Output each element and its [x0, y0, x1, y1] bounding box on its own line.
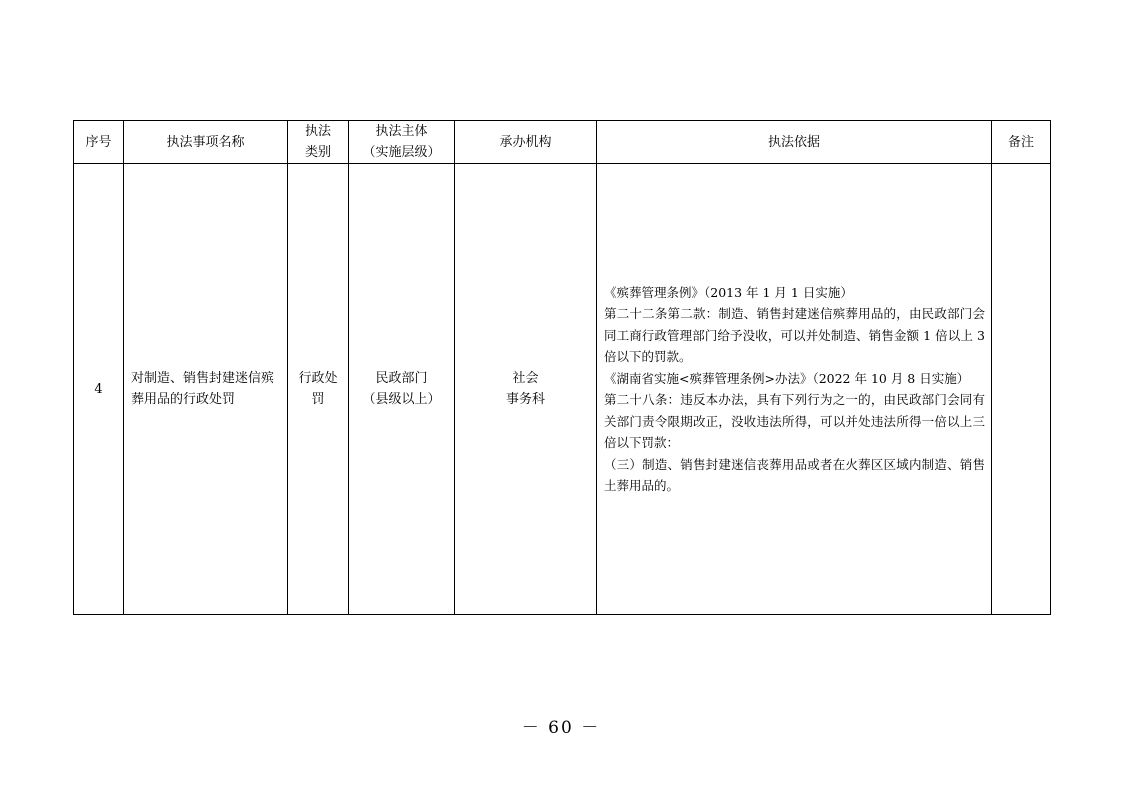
basis-paragraph: 第二十二条第二款：制造、销售封建迷信殡葬用品的，由民政部门会同工商行政管理部门给予没收，可以并处制造、销售金额 1 倍以上 3 倍以下的罚款。: [604, 306, 985, 364]
cell-legal-basis: [597, 164, 992, 615]
cell-org: [455, 164, 597, 615]
basis-paragraph: 《湖南省实施<殡葬管理条例>办法》（2022 年 10 月 8 日实施）: [604, 370, 970, 386]
header-subject-line1: 执法主体: [375, 124, 428, 139]
header-type-line2: 类别: [304, 145, 331, 160]
enforcement-table: [73, 120, 1051, 615]
header-basis: 执法依据: [597, 121, 992, 164]
cell-subject-line1: 民政部门: [375, 371, 428, 386]
table-row: [74, 164, 1051, 615]
cell-enforcement-subject: [349, 164, 455, 615]
cell-type-line1: 行政处: [298, 371, 338, 386]
header-enforcement-subject: [349, 121, 455, 164]
basis-paragraph: （三）制造、销售封建迷信丧葬用品或者在火葬区区域内制造、销售土葬用品的。: [604, 456, 985, 493]
header-remark: 备注: [992, 121, 1051, 164]
cell-no: 4: [74, 164, 124, 615]
page-number: － 60 －: [521, 718, 601, 738]
basis-paragraph: 第二十八条：违反本办法，具有下列行为之一的，由民政部门会同有关部门责令限期改正，没收违法所得，可以并处违法所得一倍以上三倍以下罚款：: [604, 392, 985, 450]
cell-org-line2: 事务科: [505, 392, 545, 407]
header-type-line1: 执法: [304, 124, 331, 139]
header-item-name: 执法事项名称: [124, 121, 288, 164]
header-enforcement-type: [288, 121, 349, 164]
basis-paragraph: 《殡葬管理条例》（2013 年 1 月 1 日实施）: [604, 284, 853, 300]
cell-enforcement-type: [288, 164, 349, 615]
header-no: 序号: [74, 121, 124, 164]
header-subject-line2: （实施层级）: [362, 145, 441, 160]
header-org: 承办机构: [455, 121, 597, 164]
cell-item-name: 对制造、销售封建迷信殡葬用品的行政处罚: [124, 164, 288, 615]
cell-remark: [992, 164, 1051, 615]
cell-org-line1: 社会: [512, 371, 539, 386]
table-header-row: [74, 121, 1051, 164]
cell-subject-line2: （县级以上）: [362, 392, 441, 407]
cell-type-line2: 罚: [311, 392, 325, 407]
